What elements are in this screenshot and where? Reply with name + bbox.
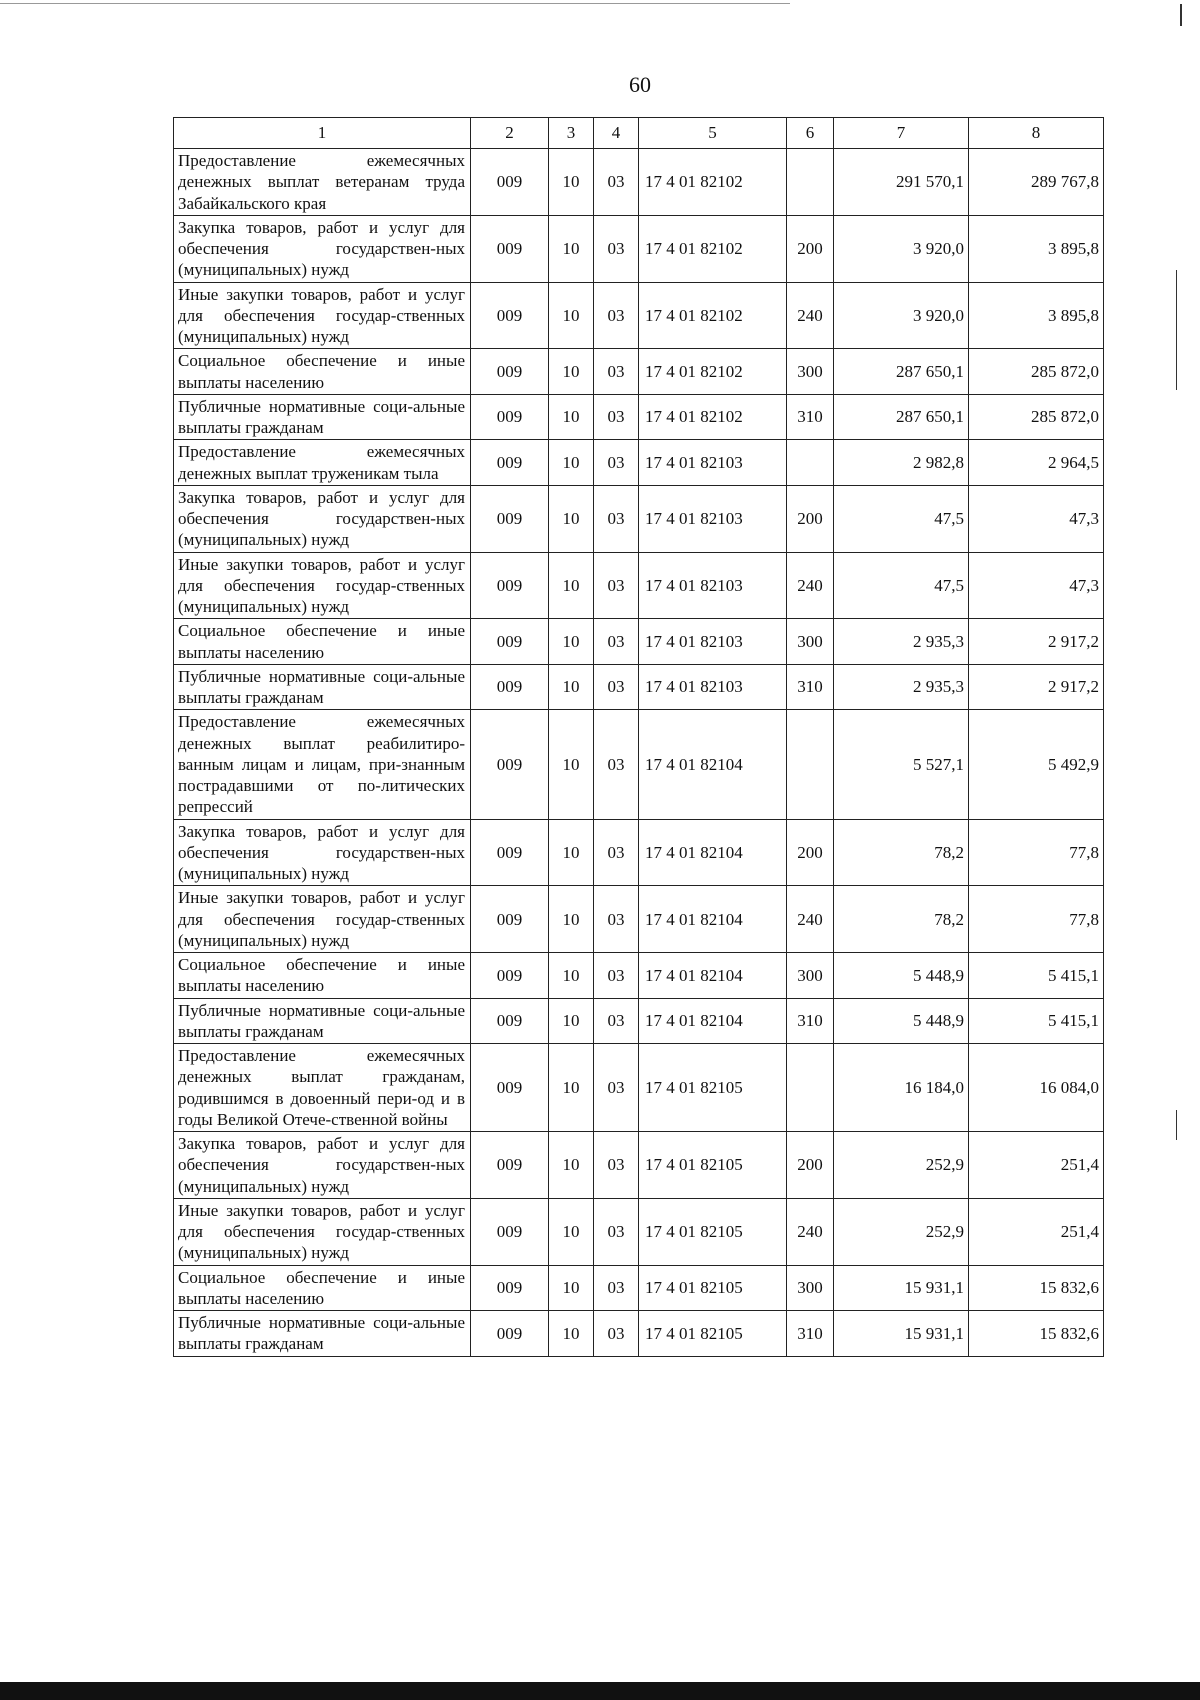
target-article-cell: 17 4 01 82104 [639,710,787,819]
row-name-cell: Закупка товаров, работ и услуг для обеспечения государствен-ных (муниципальных) нужд [174,485,471,552]
column-header: 8 [969,118,1104,149]
target-article-cell: 17 4 01 82105 [639,1311,787,1357]
subsection-cell: 03 [594,619,639,665]
amount-cell: 291 570,1 [834,149,969,216]
table-row [174,1132,1104,1199]
header-row [174,118,1104,149]
row-name-cell: Социальное обеспечение и иные выплаты населению [174,619,471,665]
section-cell: 10 [549,149,594,216]
table-row [174,149,1104,216]
row-name-cell: Закупка товаров, работ и услуг для обеспечения государствен-ных (муниципальных) нужд [174,215,471,282]
row-name-cell: Предоставление ежемесячных денежных выплат гражданам, родившимся в довоенный пери-од и в годы Великой Отече-ственной войны [174,1044,471,1132]
row-name-cell: Предоставление ежемесячных денежных выплат ветеранам труда Забайкальского края [174,149,471,216]
amount-cell: 3 895,8 [969,282,1104,349]
target-article-cell: 17 4 01 82102 [639,282,787,349]
expense-type-cell: 310 [787,1311,834,1357]
amount-cell: 15 832,6 [969,1311,1104,1357]
admin-code-cell: 009 [471,1265,549,1311]
target-article-cell: 17 4 01 82103 [639,440,787,486]
expense-type-cell: 310 [787,394,834,440]
section-cell: 10 [549,1044,594,1132]
admin-code-cell: 009 [471,349,549,395]
row-name-cell: Публичные нормативные соци-альные выплаты гражданам [174,1311,471,1357]
expense-type-cell: 200 [787,485,834,552]
subsection-cell: 03 [594,349,639,395]
amount-cell: 251,4 [969,1132,1104,1199]
subsection-cell: 03 [594,1044,639,1132]
row-name-cell: Иные закупки товаров, работ и услуг для обеспечения государ-ственных (муниципальных) нужд [174,282,471,349]
section-cell: 10 [549,619,594,665]
amount-cell: 47,3 [969,485,1104,552]
page-number: 60 [629,72,651,97]
target-article-cell: 17 4 01 82103 [639,619,787,665]
table-row [174,282,1104,349]
amount-cell: 3 895,8 [969,215,1104,282]
amount-cell: 77,8 [969,819,1104,886]
admin-code-cell: 009 [471,440,549,486]
table-row [174,215,1104,282]
amount-cell: 287 650,1 [834,349,969,395]
expense-type-cell: 240 [787,1198,834,1265]
row-name-cell: Публичные нормативные соци-альные выплаты гражданам [174,394,471,440]
amount-cell: 289 767,8 [969,149,1104,216]
target-article-cell: 17 4 01 82102 [639,394,787,440]
target-article-cell: 17 4 01 82102 [639,349,787,395]
subsection-cell: 03 [594,215,639,282]
admin-code-cell: 009 [471,1044,549,1132]
row-name-cell: Социальное обеспечение и иные выплаты населению [174,349,471,395]
expense-type-cell: 300 [787,619,834,665]
amount-cell: 2 935,3 [834,619,969,665]
column-header: 1 [174,118,471,149]
scan-edge-mark [1176,1110,1177,1140]
amount-cell: 252,9 [834,1132,969,1199]
target-article-cell: 17 4 01 82105 [639,1265,787,1311]
column-header: 7 [834,118,969,149]
amount-cell: 285 872,0 [969,394,1104,440]
section-cell: 10 [549,710,594,819]
table-row [174,552,1104,619]
table-row [174,819,1104,886]
expense-type-cell: 240 [787,282,834,349]
amount-cell: 5 415,1 [969,953,1104,999]
table-row [174,619,1104,665]
admin-code-cell: 009 [471,215,549,282]
amount-cell: 47,3 [969,552,1104,619]
section-cell: 10 [549,215,594,282]
subsection-cell: 03 [594,485,639,552]
subsection-cell: 03 [594,149,639,216]
budget-table [173,117,1104,1357]
admin-code-cell: 009 [471,394,549,440]
table-row [174,710,1104,819]
amount-cell: 2 982,8 [834,440,969,486]
expense-type-cell: 300 [787,349,834,395]
subsection-cell: 03 [594,953,639,999]
section-cell: 10 [549,953,594,999]
target-article-cell: 17 4 01 82102 [639,149,787,216]
row-name-cell: Иные закупки товаров, работ и услуг для обеспечения государ-ственных (муниципальных) нужд [174,1198,471,1265]
row-name-cell: Предоставление ежемесячных денежных выплат реабилитиро-ванным лицам и лицам, при-знанным пострадавшими от по-литических репрессий [174,710,471,819]
scan-edge-mark [1180,4,1182,26]
subsection-cell: 03 [594,1198,639,1265]
admin-code-cell: 009 [471,485,549,552]
amount-cell: 252,9 [834,1198,969,1265]
row-name-cell: Иные закупки товаров, работ и услуг для обеспечения государ-ственных (муниципальных) нужд [174,886,471,953]
amount-cell: 2 964,5 [969,440,1104,486]
expense-type-cell: 300 [787,1265,834,1311]
amount-cell: 3 920,0 [834,215,969,282]
section-cell: 10 [549,1265,594,1311]
admin-code-cell: 009 [471,619,549,665]
section-cell: 10 [549,819,594,886]
column-header: 4 [594,118,639,149]
amount-cell: 285 872,0 [969,349,1104,395]
subsection-cell: 03 [594,282,639,349]
row-name-cell: Иные закупки товаров, работ и услуг для обеспечения государ-ственных (муниципальных) нужд [174,552,471,619]
expense-type-cell [787,710,834,819]
admin-code-cell: 009 [471,282,549,349]
table-row [174,485,1104,552]
amount-cell: 77,8 [969,886,1104,953]
subsection-cell: 03 [594,1265,639,1311]
section-cell: 10 [549,1311,594,1357]
column-header: 5 [639,118,787,149]
target-article-cell: 17 4 01 82102 [639,215,787,282]
row-name-cell: Социальное обеспечение и иные выплаты населению [174,1265,471,1311]
admin-code-cell: 009 [471,1198,549,1265]
subsection-cell: 03 [594,394,639,440]
table-row [174,998,1104,1044]
row-name-cell: Публичные нормативные соци-альные выплаты гражданам [174,998,471,1044]
expense-type-cell: 240 [787,886,834,953]
amount-cell: 5 527,1 [834,710,969,819]
admin-code-cell: 009 [471,886,549,953]
expense-type-cell: 240 [787,552,834,619]
amount-cell: 16 184,0 [834,1044,969,1132]
target-article-cell: 17 4 01 82104 [639,886,787,953]
table-row [174,1044,1104,1132]
expense-type-cell [787,1044,834,1132]
target-article-cell: 17 4 01 82104 [639,953,787,999]
table-row [174,1311,1104,1357]
expense-type-cell [787,440,834,486]
row-name-cell: Публичные нормативные соци-альные выплаты гражданам [174,664,471,710]
amount-cell: 251,4 [969,1198,1104,1265]
admin-code-cell: 009 [471,664,549,710]
target-article-cell: 17 4 01 82105 [639,1132,787,1199]
amount-cell: 47,5 [834,552,969,619]
amount-cell: 78,2 [834,819,969,886]
amount-cell: 2 935,3 [834,664,969,710]
amount-cell: 287 650,1 [834,394,969,440]
expense-type-cell: 200 [787,215,834,282]
amount-cell: 15 931,1 [834,1265,969,1311]
table-row [174,1265,1104,1311]
amount-cell: 2 917,2 [969,664,1104,710]
expense-type-cell: 200 [787,1132,834,1199]
admin-code-cell: 009 [471,1311,549,1357]
amount-cell: 5 415,1 [969,998,1104,1044]
expense-type-cell: 310 [787,664,834,710]
subsection-cell: 03 [594,1132,639,1199]
target-article-cell: 17 4 01 82105 [639,1198,787,1265]
section-cell: 10 [549,440,594,486]
amount-cell: 16 084,0 [969,1044,1104,1132]
subsection-cell: 03 [594,440,639,486]
amount-cell: 15 832,6 [969,1265,1104,1311]
scan-bottom-edge [0,1682,1200,1700]
amount-cell: 5 492,9 [969,710,1104,819]
target-article-cell: 17 4 01 82103 [639,485,787,552]
subsection-cell: 03 [594,710,639,819]
section-cell: 10 [549,664,594,710]
subsection-cell: 03 [594,819,639,886]
row-name-cell: Социальное обеспечение и иные выплаты населению [174,953,471,999]
target-article-cell: 17 4 01 82103 [639,664,787,710]
subsection-cell: 03 [594,886,639,953]
amount-cell: 47,5 [834,485,969,552]
section-cell: 10 [549,552,594,619]
table-row [174,953,1104,999]
admin-code-cell: 009 [471,819,549,886]
column-header: 6 [787,118,834,149]
target-article-cell: 17 4 01 82104 [639,998,787,1044]
amount-cell: 5 448,9 [834,998,969,1044]
section-cell: 10 [549,886,594,953]
admin-code-cell: 009 [471,552,549,619]
column-header: 3 [549,118,594,149]
expense-type-cell: 300 [787,953,834,999]
row-name-cell: Предоставление ежемесячных денежных выплат труженикам тыла [174,440,471,486]
table-row [174,664,1104,710]
table-body [174,149,1104,1357]
table-row [174,349,1104,395]
subsection-cell: 03 [594,664,639,710]
table-row [174,394,1104,440]
admin-code-cell: 009 [471,710,549,819]
admin-code-cell: 009 [471,149,549,216]
section-cell: 10 [549,1132,594,1199]
subsection-cell: 03 [594,552,639,619]
section-cell: 10 [549,998,594,1044]
target-article-cell: 17 4 01 82104 [639,819,787,886]
scan-edge-mark [1176,270,1177,390]
amount-cell: 78,2 [834,886,969,953]
amount-cell: 5 448,9 [834,953,969,999]
target-article-cell: 17 4 01 82105 [639,1044,787,1132]
expense-type-cell: 200 [787,819,834,886]
admin-code-cell: 009 [471,1132,549,1199]
scan-top-rule [0,3,790,4]
expense-type-cell [787,149,834,216]
section-cell: 10 [549,1198,594,1265]
table-row [174,886,1104,953]
amount-cell: 3 920,0 [834,282,969,349]
admin-code-cell: 009 [471,998,549,1044]
target-article-cell: 17 4 01 82103 [639,552,787,619]
row-name-cell: Закупка товаров, работ и услуг для обеспечения государствен-ных (муниципальных) нужд [174,1132,471,1199]
expense-type-cell: 310 [787,998,834,1044]
amount-cell: 2 917,2 [969,619,1104,665]
table-row [174,440,1104,486]
amount-cell: 15 931,1 [834,1311,969,1357]
subsection-cell: 03 [594,998,639,1044]
table-row [174,1198,1104,1265]
column-header: 2 [471,118,549,149]
section-cell: 10 [549,485,594,552]
section-cell: 10 [549,282,594,349]
admin-code-cell: 009 [471,953,549,999]
section-cell: 10 [549,394,594,440]
subsection-cell: 03 [594,1311,639,1357]
section-cell: 10 [549,349,594,395]
row-name-cell: Закупка товаров, работ и услуг для обеспечения государствен-ных (муниципальных) нужд [174,819,471,886]
